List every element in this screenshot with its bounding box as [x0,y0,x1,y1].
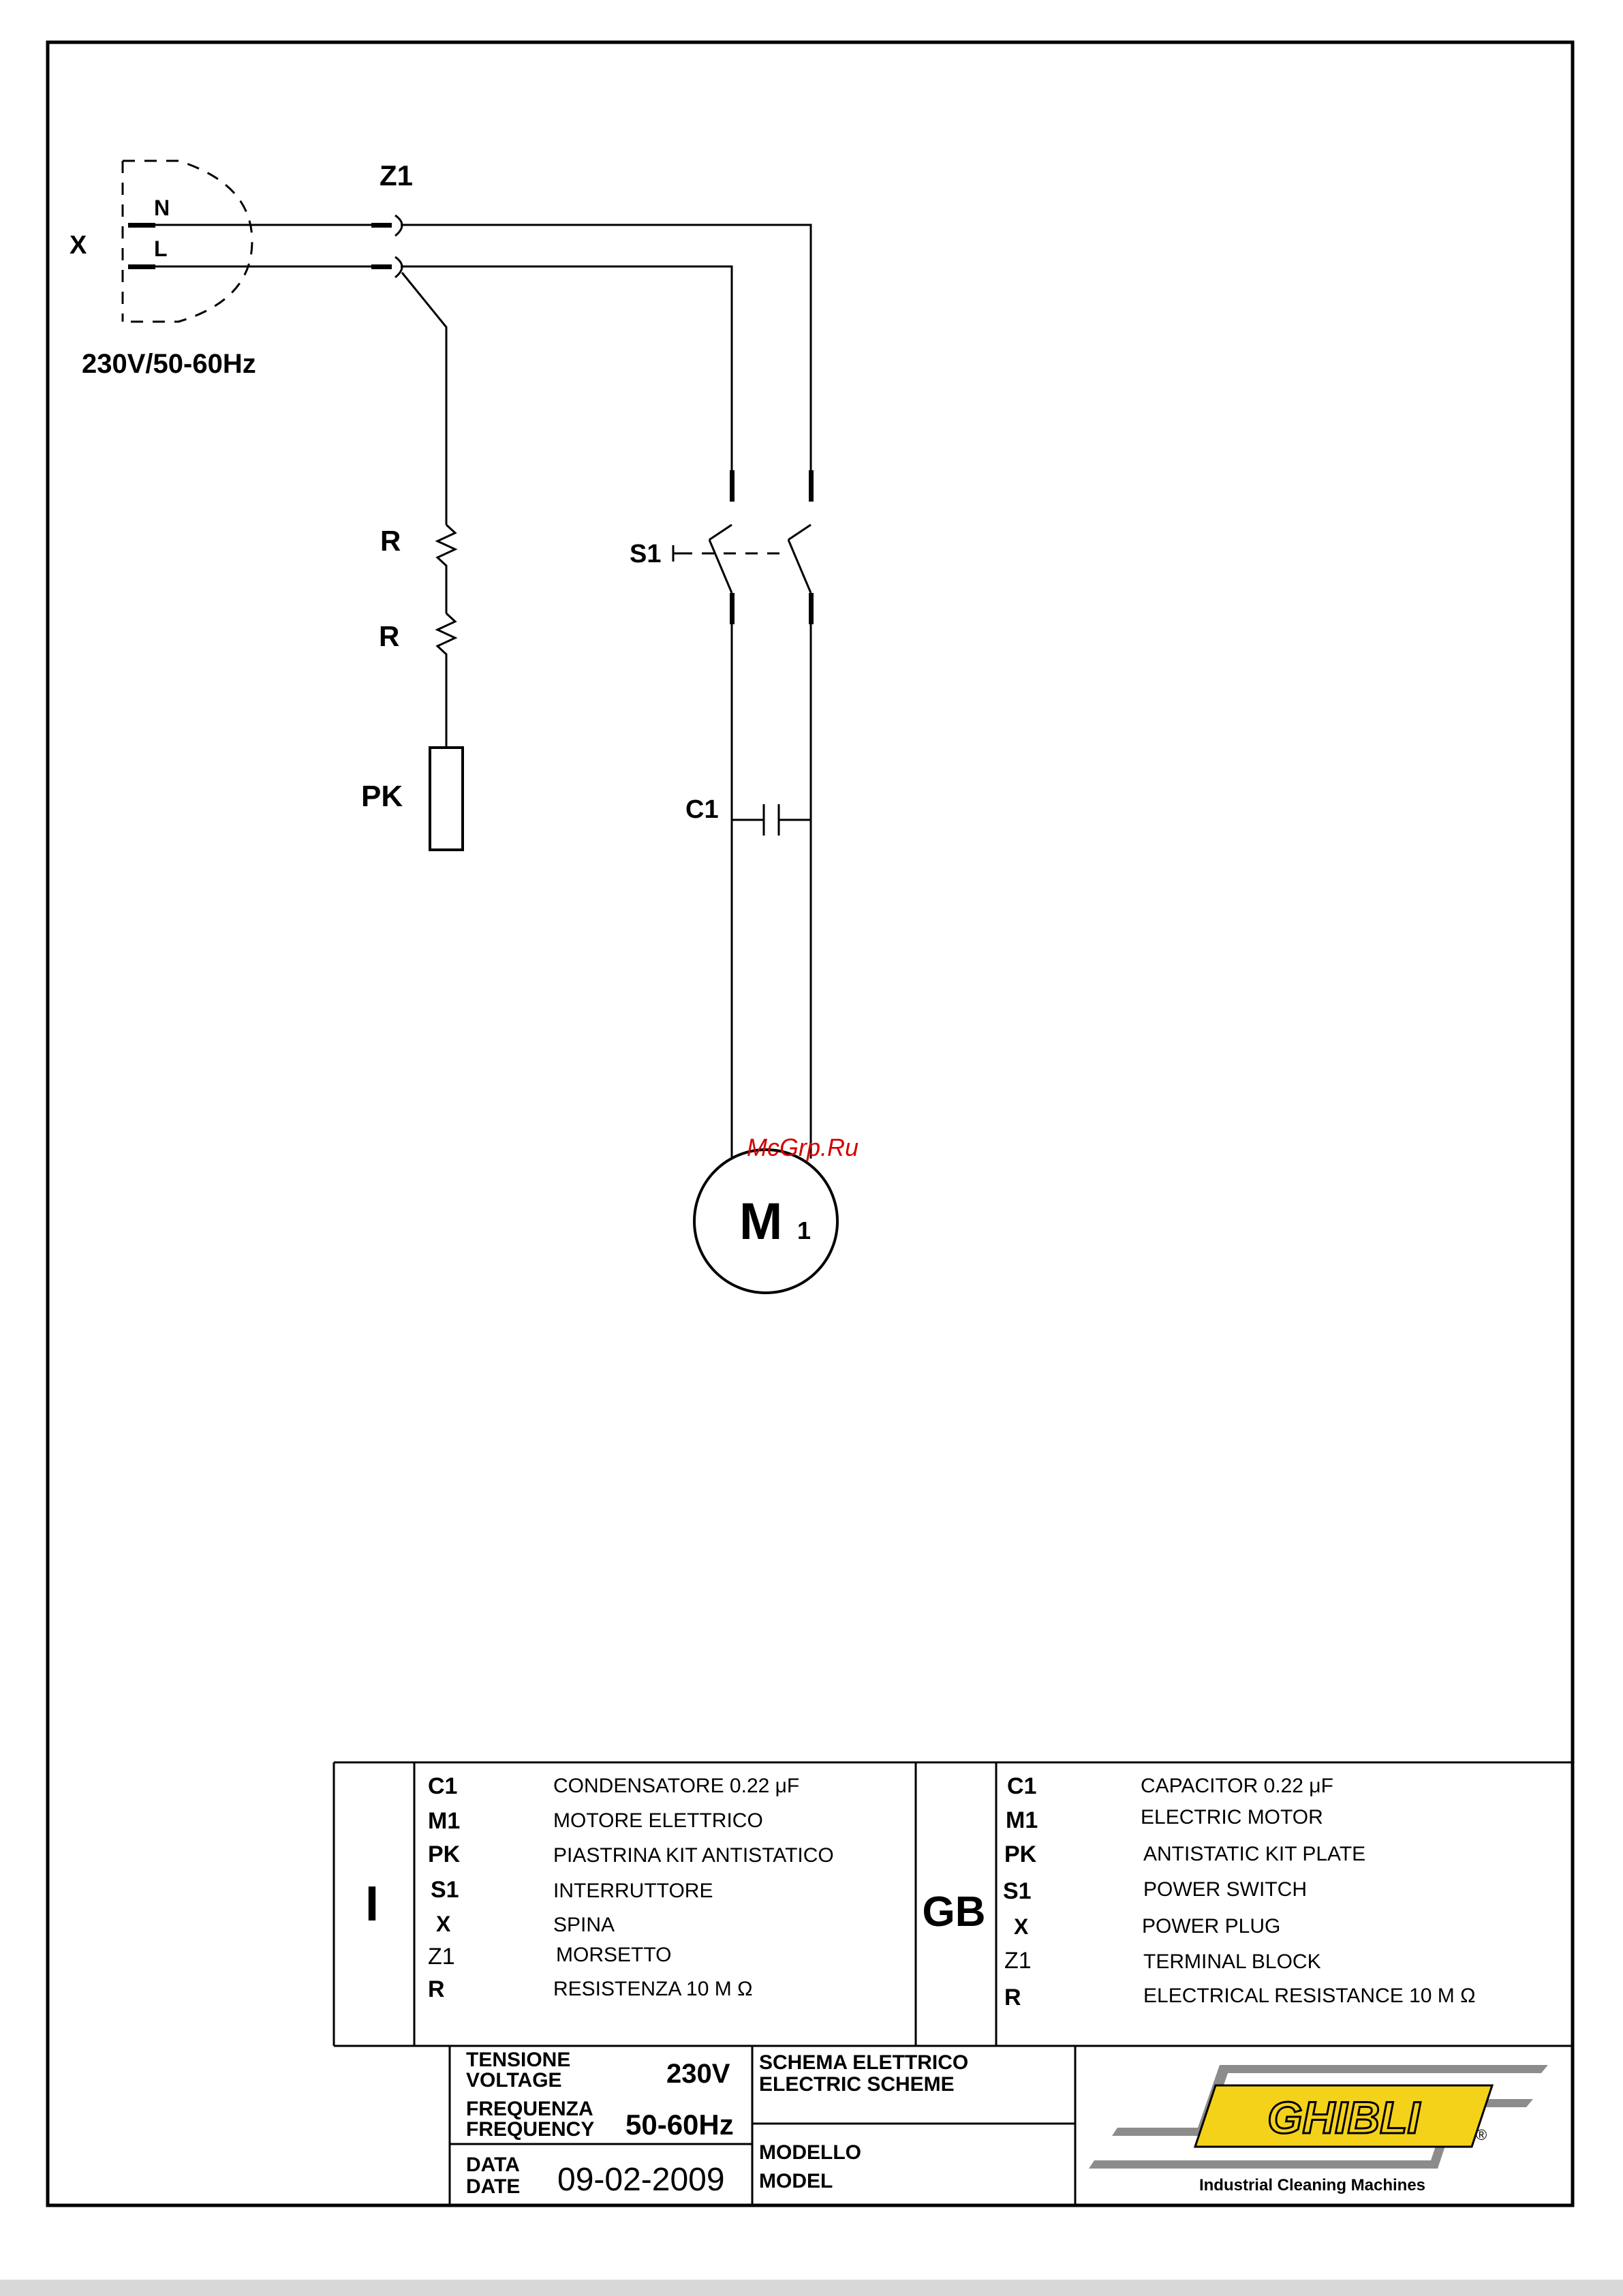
legend-gb-desc: POWER PLUG [1142,1915,1281,1938]
legend-it-code: M1 [428,1808,461,1834]
resistor-r1 [437,525,455,613]
legend-it-code: PK [428,1841,461,1867]
legend-it-code: Z1 [428,1944,455,1970]
legend-gb-rows [1003,1773,1476,2010]
legend-gb-desc: TERMINAL BLOCK [1143,1950,1321,1973]
legend-gb-code: C1 [1007,1773,1037,1799]
motor-letter: M [739,1193,783,1251]
capacitor-c1 [732,804,811,836]
watermark: McGrp.Ru [747,1133,859,1161]
label-model: MODEL [759,2170,833,2192]
legend-it-desc: MOTORE ELETTRICO [553,1809,763,1832]
label-data: DATA [466,2154,520,2176]
frequency-value: 50-60Hz [625,2109,734,2141]
label-r2: R [379,620,400,652]
legend-it-desc: MORSETTO [556,1944,672,1966]
label-pk: PK [361,780,403,813]
legend-it-desc: INTERRUTTORE [553,1880,713,1902]
legend-gb-desc: CAPACITOR 0.22 μF [1141,1775,1333,1797]
label-modello: MODELLO [759,2141,861,2164]
wire-l [401,266,732,470]
motor-subscript: 1 [797,1216,812,1244]
legend-lang-gb: GB [922,1888,986,1935]
label-l: L [154,236,168,261]
legend-lang-it: I [365,1877,380,1931]
legend-it-code: C1 [428,1773,458,1799]
legend-gb-code: M1 [1006,1807,1038,1833]
legend-it-desc: CONDENSATORE 0.22 μF [553,1775,800,1797]
label-schema-it: SCHEMA ELETTRICO [759,2051,969,2074]
legend-gb-desc: ELECTRIC MOTOR [1141,1806,1323,1828]
logo-brand: GHIBLI [1267,2092,1420,2143]
legend-gb-desc: ANTISTATIC KIT PLATE [1143,1843,1366,1865]
legend-it-desc: PIASTRINA KIT ANTISTATICO [553,1844,834,1867]
label-voltage: VOLTAGE [466,2069,562,2092]
voltage-value: 230V [666,2059,730,2089]
legend-gb-desc: ELECTRICAL RESISTANCE 10 M Ω [1143,1985,1476,2007]
label-tensione: TENSIONE [466,2049,571,2071]
supply-label: 230V/50-60Hz [82,349,256,379]
label-date: DATE [466,2175,521,2198]
legend-gb-code: PK [1004,1841,1037,1867]
legend-gb-code: Z1 [1004,1948,1032,1974]
terminal-block-z1 [371,215,402,277]
wire-n [401,225,811,470]
label-x: X [69,231,87,260]
label-s1: S1 [630,540,662,568]
legend-it-code: S1 [431,1877,459,1903]
legend-gb-desc: POWER SWITCH [1143,1878,1307,1901]
page-footer-bar [0,2280,1623,2296]
antistatic-plate-pk [430,748,463,850]
legend-it-rows [428,1773,834,2002]
legend-gb-code: S1 [1003,1878,1032,1904]
legend-gb-code: X [1014,1914,1029,1939]
ghibli-logo [1089,2065,1548,2194]
legend-it-desc: SPINA [553,1914,615,1936]
date-value: 09-02-2009 [557,2162,725,2198]
label-z1: Z1 [380,159,414,192]
label-schema-en: ELECTRIC SCHEME [759,2073,955,2096]
label-frequenza: FREQUENZA [466,2098,593,2120]
label-frequency: FREQUENCY [466,2118,595,2141]
label-c1: C1 [685,795,719,824]
power-switch-s1 [673,470,814,624]
legend-it-code: R [428,1976,445,2002]
legend-it-desc: RESISTENZA 10 M Ω [553,1978,753,2000]
legend-gb-code: R [1004,1985,1021,2010]
logo-tagline: Industrial Cleaning Machines [1199,2176,1426,2194]
label-r1: R [380,525,401,557]
label-n: N [154,196,170,220]
wire-pk-branch [402,273,446,525]
legend-it-code: X [436,1912,451,1936]
logo-registered: ® [1476,2126,1487,2143]
resistor-r2 [437,613,455,748]
